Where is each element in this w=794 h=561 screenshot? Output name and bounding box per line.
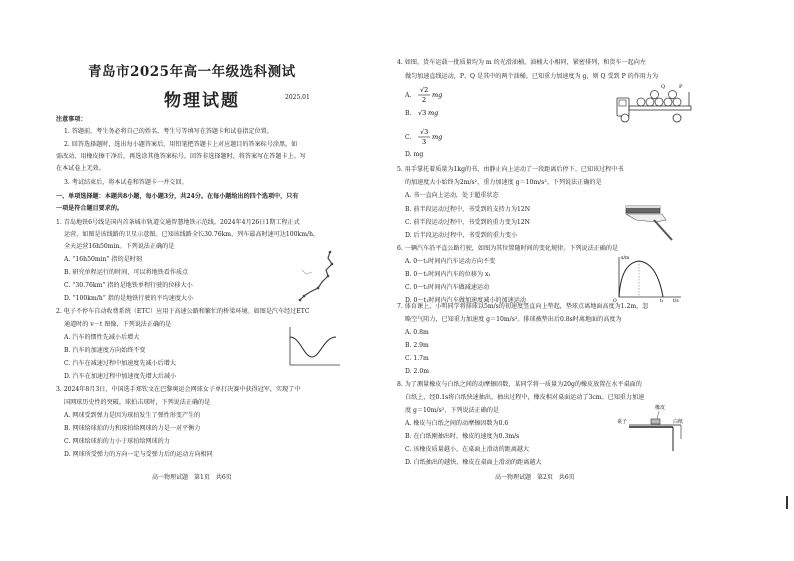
option-c: C. [405, 134, 412, 141]
note-line: 需改动，用橡皮擦干净后，再选涂其他答案标号。回答非选择题时，将答案写在答题卡上。写 [56, 153, 306, 160]
option-c: C. 该橡皮质量越小，在桌面上滑动的距离越大 [405, 446, 530, 453]
page-footer: 高一物理试题 第1页 共6页 [152, 474, 232, 481]
option-d: D. 白纸抽出的越快，橡皮在桌面上滑动的距离越大 [405, 459, 542, 466]
label-q: Q [661, 84, 666, 90]
option-b: B. 前半段运动过程中，书受到的支持力为12N [405, 206, 531, 213]
notes-heading: 注意事项： [56, 116, 87, 123]
question-stem: 通道时的 v－t 图像，下列说法正确的是 [64, 321, 172, 328]
question-stem: 4. 如图，货车运载一批质量均为 m 的光滑油桶，油桶大小相同，紧密排列，和货车一起向左 [397, 59, 646, 66]
note-line: 2. 回答选择题时，选出每小题答案后，用铅笔把答题卡上对应题目的答案标号涂黑。如 [64, 141, 298, 148]
scan-edge-mark [786, 496, 788, 509]
xt-graph-figure [611, 253, 687, 303]
book-hand-figure [622, 200, 678, 242]
svg-text:mg: mg [428, 109, 439, 117]
page-right [397, 0, 794, 561]
question-stem: 8. 为了测量橡皮与白纸之间的动摩擦因数，某同学将一质量为20g的橡皮放置在水平桌面的 [397, 381, 642, 388]
option-d: D. “100km/h” 指的是地铁行驶的平均速度大小 [64, 295, 194, 302]
option-c: C. 汽车在减速过程中加速度先减小后增大 [64, 360, 176, 367]
option-d: D. 0～t₁时间内汽车做加速度减小的加速运动 [405, 297, 526, 304]
option-a: A. [405, 92, 412, 99]
option-d: D. 汽车在加速过程中加速度先增大后减小 [64, 373, 177, 380]
question-stem: 2. 电子不停车自动收费系统（ETC）应用于高速公路和繁忙的桥梁环境。如图是汽车经过ETC [56, 308, 310, 315]
page-footer: 高一物理试题 第2页 共6页 [495, 474, 575, 481]
exam-date: 2025.01 [285, 94, 310, 101]
option-a-formula [417, 84, 447, 106]
option-d: D. 2.0m [405, 368, 430, 375]
question-stem: 度 g＝10m/s²，下列说法正确的是 [405, 407, 500, 414]
option-d: D. 网球所受弹力的方向一定与受弹力后的运动方向相同 [64, 451, 213, 458]
question-stem: 5. 用手掌托着质量为1kg的书，由静止向上运动了一段距离后停下。已知该过程中书 [397, 166, 624, 173]
axis-label-t: t/s [673, 299, 679, 304]
svg-text:2: 2 [422, 96, 427, 104]
option-b: B. 0～t₁时间内汽车的位移为 x₁ [405, 271, 491, 278]
question-stem: 6. 一辆汽车沿平直公路行驶，如图为其位置随时间的变化规律。下列说法正确的是 [397, 245, 619, 252]
note-line: 在本试卷上无效。 [56, 165, 105, 172]
question-stem: 做匀加速直线运动，P、Q 是其中的两个油桶。已知重力加速度为 g，则 Q 受到 P 的作用力为 [405, 73, 659, 80]
label-eraser: 橡皮 [655, 405, 666, 411]
vt-graph-figure [286, 325, 342, 369]
option-b: B. 研究单程运行的时间，可以将地铁看作质点 [64, 269, 189, 276]
exam-title: 青岛市2025年高一年级选科测试 [88, 64, 296, 80]
option-a: A. 0.8m [405, 329, 429, 336]
option-a: A. “16h50min” 指的是时刻 [64, 256, 142, 263]
option-d: D. mg [405, 151, 424, 158]
svg-text:mg: mg [432, 133, 443, 141]
svg-text:√3: √3 [418, 109, 427, 117]
svg-text:√3: √3 [420, 128, 429, 136]
option-a: A. 0～t₁时间内汽车运动方向不变 [405, 258, 496, 265]
option-b: B. [405, 110, 412, 117]
option-c: C. “30.76km” 指的是地铁单程行驶的位移大小 [64, 282, 193, 289]
option-c: C. 前半段运动过程中，书受到的重力变为12N [405, 219, 530, 226]
question-stem: 运营，如图是该线路的卫星示意图。已知该线路全长30.76km，列车最高时速可达100km/h， [64, 231, 320, 238]
question-stem: 国网球历史性的突破。球拍击球时，下列说法正确的是 [64, 399, 211, 406]
t1-label: t₁ [660, 299, 664, 304]
option-b: B. 2.9m [405, 342, 429, 349]
label-p: P [679, 84, 683, 90]
truck-figure [613, 84, 699, 136]
option-c: C. 网球给球拍的力小于球拍给网球的力 [64, 438, 170, 445]
metro-map-figure [292, 250, 342, 305]
svg-text:mg: mg [432, 91, 443, 99]
question-stem: 1. 青岛地铁6号线是国内首条城市轨道交通智慧地铁示范线。2024年4月26日1期工程正式 [56, 219, 300, 226]
eraser-paper-figure [615, 403, 695, 453]
option-b-formula [417, 106, 447, 118]
question-stem: 略空气阻力，已知重力加速度 g＝10m/s²。排球被垫出后0.8s时离地面的高度为 [405, 316, 622, 323]
question-stem: 白纸上，经0.1s将白纸快速抽出，抽出过程中，橡皮相对桌面运动了3cm。已知重力加速 [405, 394, 645, 401]
axis-label-x: x/m [621, 256, 630, 261]
option-c: C. 0～t₁时间内汽车做减速运动 [405, 284, 490, 291]
question-stem: 3. 2024年8月3日，中国选手郑钦文在巴黎奥运会网球女子单打决赛中获得冠军，实现了中 [56, 386, 301, 393]
origin-label: O [613, 299, 617, 304]
svg-text:3: 3 [422, 138, 427, 146]
option-c-formula [417, 126, 447, 148]
option-a: A. 书一直向上运动，处于超重状态 [405, 192, 499, 199]
question-stem: 7. 体育课上，小明同学将排球以5m/s的初速度竖直向上垫起，垫球点离地面高度为1.2m，忽 [397, 303, 649, 310]
option-c: C. 1.7m [405, 355, 429, 362]
option-a: A. 橡皮与白纸之间的动摩擦因数为0.6 [405, 420, 509, 427]
option-b: B. 在白纸刚抽出时，橡皮的速度为0.3m/s [405, 433, 520, 440]
label-paper: 白纸 [673, 419, 684, 425]
question-stem: 全天运营16h50min。下列说法正确的是 [64, 243, 175, 250]
note-line: 1. 答题前，考生务必将自己的姓名、考生号等填写在答题卡和试卷指定位置。 [64, 128, 273, 135]
option-a: A. 汽车的惯性先减小后增大 [64, 334, 140, 341]
option-b: B. 汽车的加速度方向始终不变 [64, 347, 146, 354]
option-a: A. 网球受到弹力是因为球拍发生了弹性形变产生的 [64, 412, 201, 419]
section-heading: 一项是符合题目要求的。 [56, 205, 124, 212]
subject-title: 物理试题 [164, 91, 240, 111]
label-table: 桌子 [617, 419, 628, 425]
svg-text:√2: √2 [420, 86, 429, 94]
option-b: B. 网球给球拍的力和球拍给网球的力是一对平衡力 [64, 425, 201, 432]
question-stem: 的加速度大小始终为2m/s²，重力加速度 g＝10m/s²。下列说法正确的是 [405, 179, 602, 186]
section-heading: 一、单项选择题：本题共8小题，每小题3分，共24分。在每小题给出的四个选项中，只有 [56, 193, 299, 200]
option-d: D. 后半段运动过程中，书受到的重力变小 [405, 232, 518, 239]
note-line: 3. 考试结束后，将本试卷和答题卡一并交回。 [64, 179, 188, 186]
